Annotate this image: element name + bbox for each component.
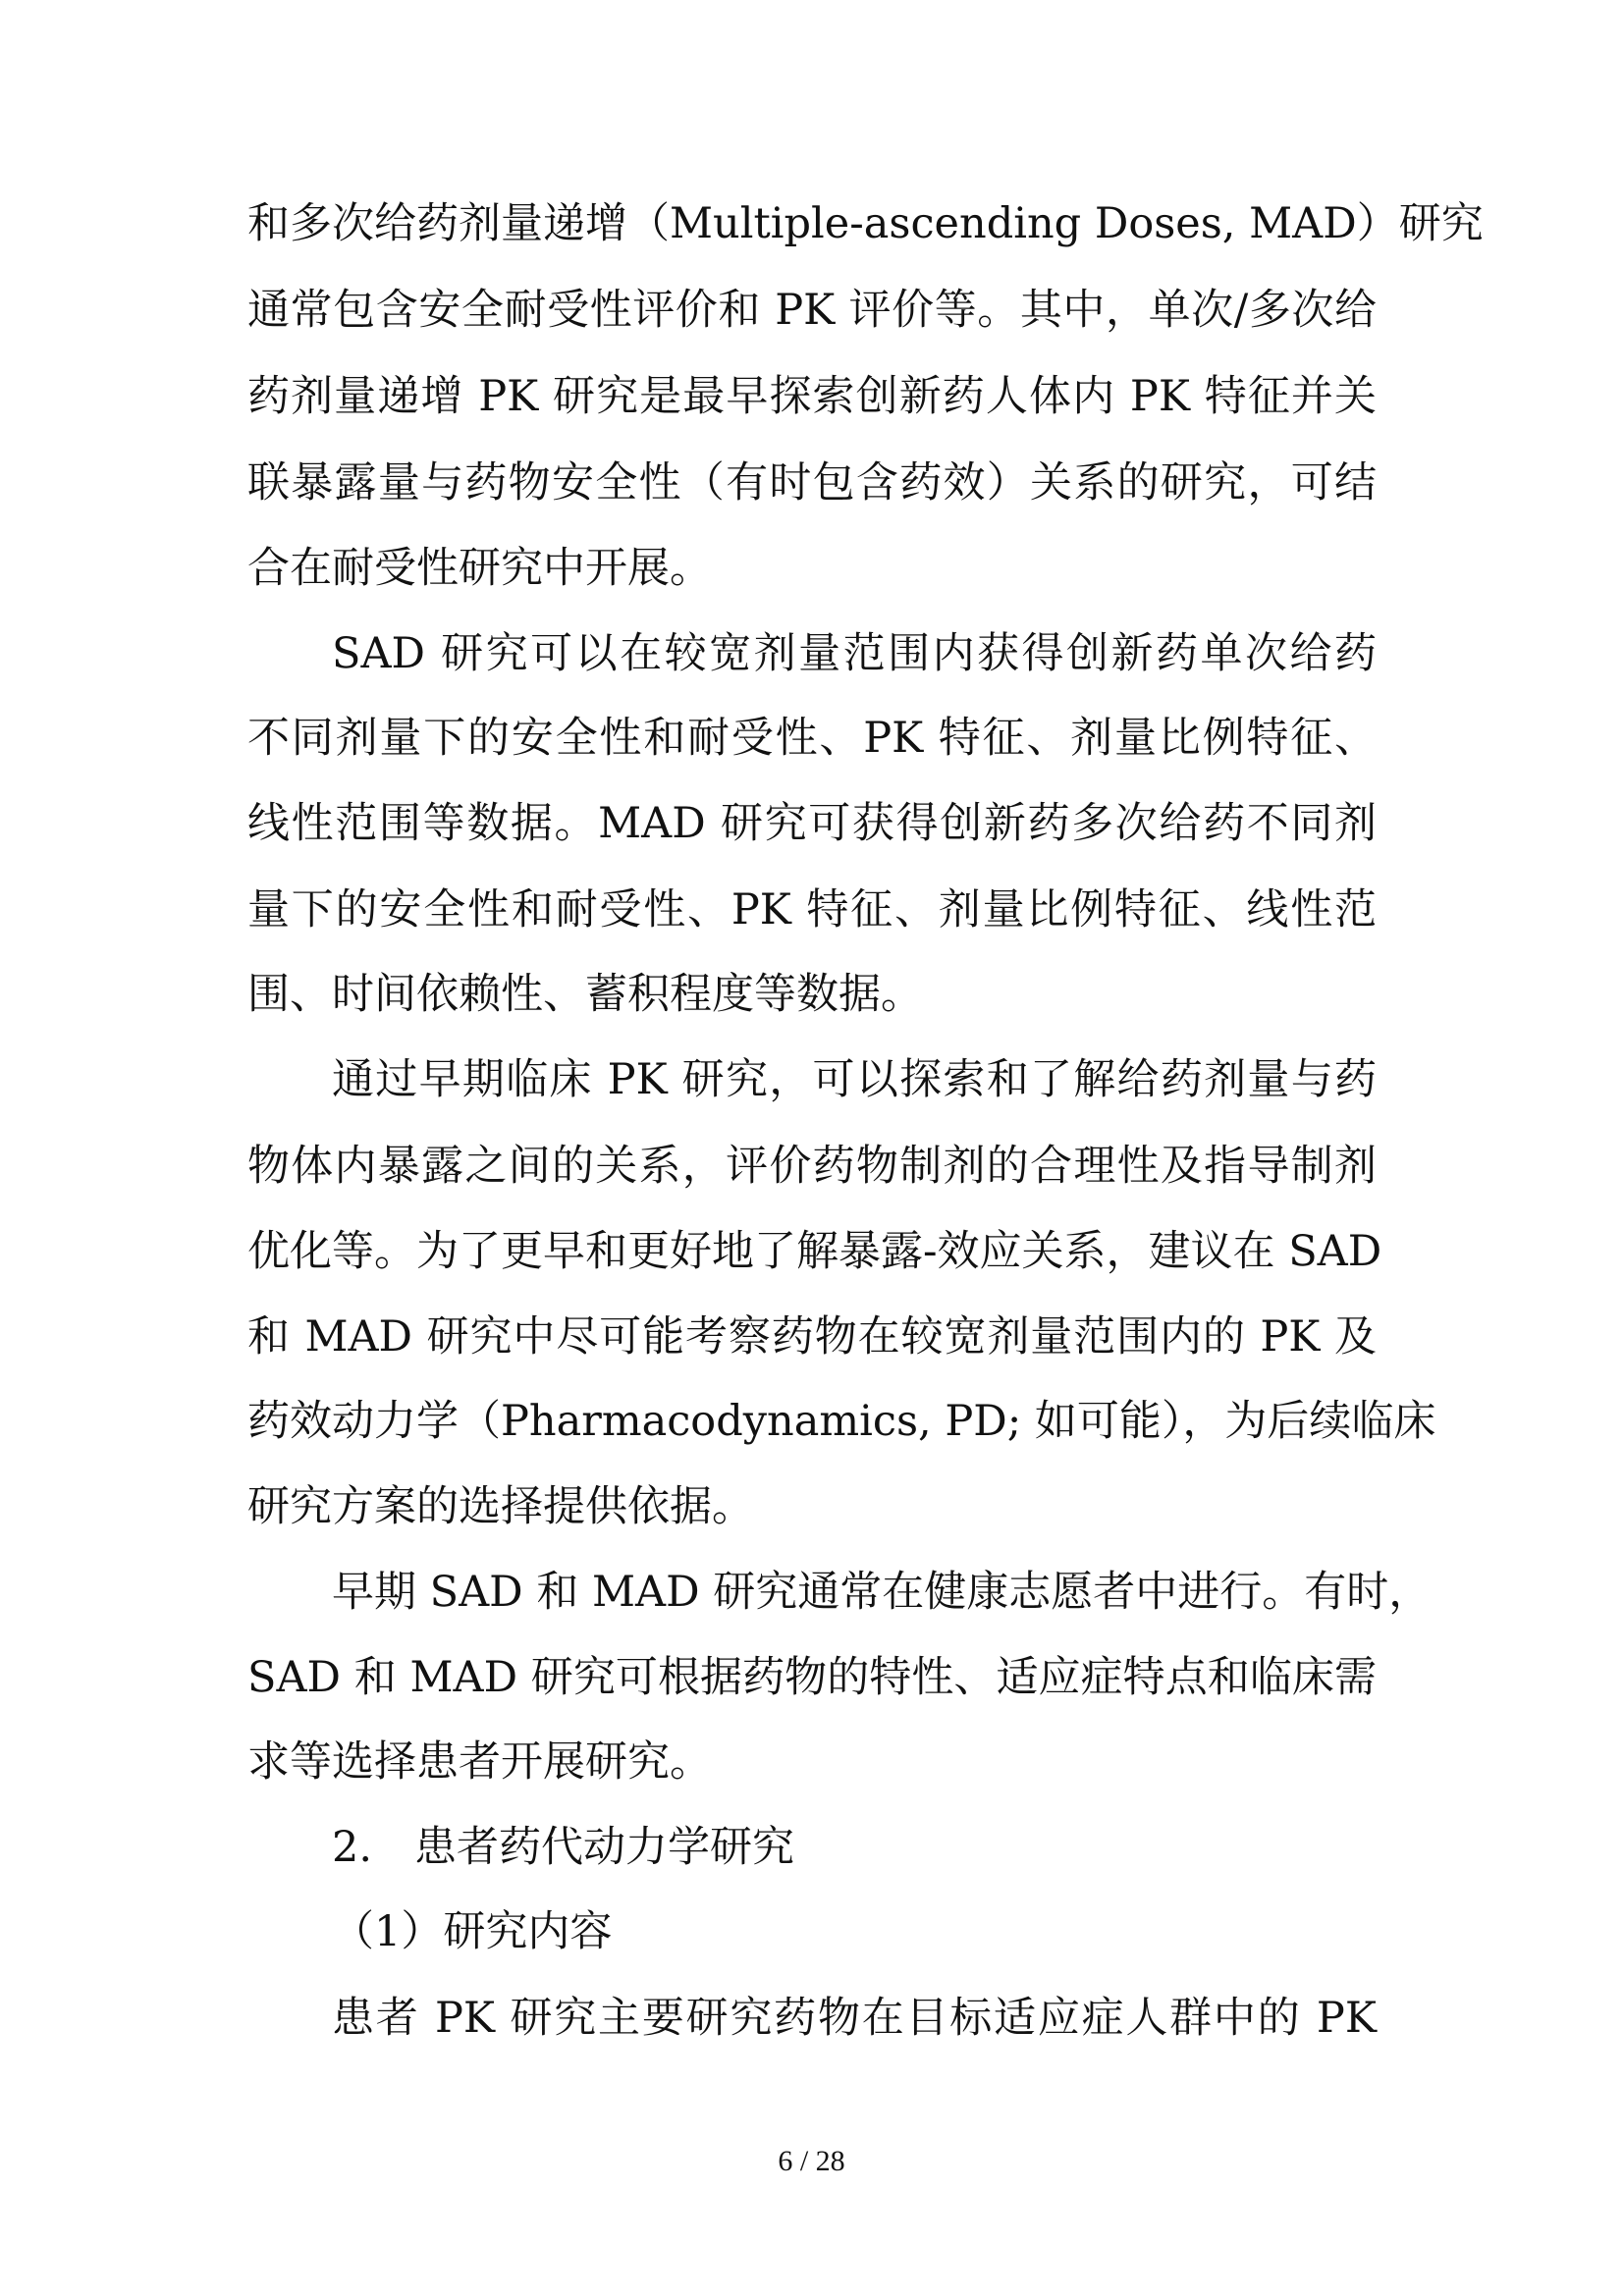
paragraph-3-line-4: 和 MAD 研究中尽可能考察药物在较宽剂量范围内的 PK 及 — [247, 1312, 1377, 1362]
paragraph-3-line-5: 药效动力学（Pharmacodynamics, PD; 如可能），为后续临床 — [247, 1397, 1436, 1446]
paragraph-1-line-4: 联暴露量与药物安全性（有时包含药效）关系的研究，可结 — [247, 458, 1377, 507]
paragraph-2-line-4: 量下的安全性和耐受性、PK 特征、剂量比例特征、线性范 — [247, 885, 1377, 934]
paragraph-1-line-5: 合在耐受性研究中开展。 — [247, 544, 712, 593]
paragraph-5-line-1: 患者 PK 研究主要研究药物在目标适应症人群中的 PK — [332, 1994, 1377, 2043]
page-number: 6 / 28 — [778, 2145, 845, 2177]
paragraph-2-line-2: 不同剂量下的安全性和耐受性、PK 特征、剂量比例特征、 — [247, 714, 1377, 763]
paragraph-1-line-1: 和多次给药剂量递增（Multiple-ascending Doses, MAD）研究 — [247, 199, 1484, 248]
paragraph-2-line-1: SAD 研究可以在较宽剂量范围内获得创新药单次给药 — [332, 629, 1377, 678]
paragraph-3-line-2: 物体内暴露之间的关系，评价药物制剂的合理性及指导制剂 — [247, 1142, 1377, 1191]
paragraph-4-line-3: 求等选择患者开展研究。 — [247, 1737, 712, 1787]
section-heading: 2. 患者药代动力学研究 — [332, 1823, 795, 1872]
paragraph-2-line-3: 线性范围等数据。MAD 研究可获得创新药多次给药不同剂 — [247, 799, 1377, 848]
paragraph-3-line-6: 研究方案的选择提供依据。 — [247, 1482, 754, 1531]
paragraph-1-line-3: 药剂量递增 PK 研究是最早探索创新药人体内 PK 特征并关 — [247, 372, 1377, 421]
subsection-heading: （1）研究内容 — [332, 1907, 613, 1956]
paragraph-3-line-3: 优化等。为了更早和更好地了解暴露-效应关系，建议在 SAD — [247, 1227, 1382, 1276]
paragraph-4-line-1: 早期 SAD 和 MAD 研究通常在健康志愿者中进行。有时， — [332, 1568, 1432, 1617]
paragraph-4-line-2: SAD 和 MAD 研究可根据药物的特性、适应症特点和临床需 — [247, 1653, 1377, 1702]
paragraph-3-line-1: 通过早期临床 PK 研究，可以探索和了解给药剂量与药 — [332, 1055, 1377, 1104]
paragraph-1-line-2: 通常包含安全耐受性评价和 PK 评价等。其中，单次/多次给 — [247, 286, 1377, 335]
paragraph-2-line-5: 围、时间依赖性、蓄积程度等数据。 — [247, 970, 923, 1019]
